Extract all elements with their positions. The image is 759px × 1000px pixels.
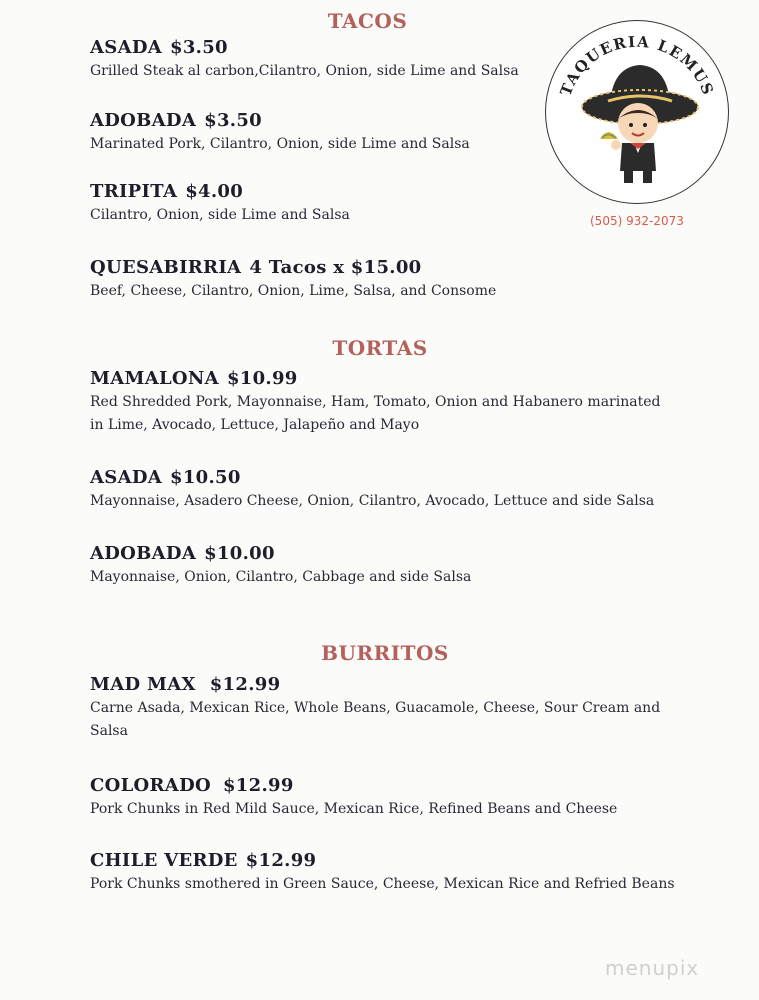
section-title-tortas: TORTAS [332, 336, 428, 360]
item-description: Grilled Steak al carbon,Cilantro, Onion, side Lime and Salsa [90, 63, 519, 79]
description-line: Salsa [90, 723, 128, 739]
item-description: Cilantro, Onion, side Lime and Salsa [90, 207, 350, 223]
menu-item [90, 850, 690, 896]
section-title-burritos: BURRITOS [321, 641, 449, 665]
item-price: $3.50 [204, 110, 262, 131]
description-line: Carne Asada, Mexican Rice, Whole Beans, Guacamole, Cheese, Sour Cream and [90, 700, 661, 716]
mariachi-icon [546, 21, 728, 203]
item-price: $3.50 [170, 37, 228, 58]
item-description: Beef, Cheese, Cilantro, Onion, Lime, Salsa, and Consome [90, 283, 497, 299]
menu-item [90, 257, 690, 303]
menu-item [90, 775, 690, 821]
item-name: MAD MAX [90, 674, 196, 695]
item-name: ADOBADA [90, 110, 197, 131]
item-description: Pork Chunks smothered in Green Sauce, Cheese, Mexican Rice and Refried Beans [90, 876, 675, 892]
description-line: in Lime, Avocado, Lettuce, Jalapeño and Mayo [90, 417, 420, 433]
item-description: Marinated Pork, Cilantro, Onion, side Lime and Salsa [90, 136, 470, 152]
item-name: ADOBADA [90, 543, 197, 564]
item-name: TRIPITA [90, 181, 178, 202]
description-line: Red Shredded Pork, Mayonnaise, Ham, Tomato, Onion and Habanero marinated [90, 394, 661, 410]
item-price: $10.99 [226, 368, 298, 389]
item-name: ASADA [90, 467, 163, 488]
item-price: $4.00 [185, 181, 244, 202]
restaurant-logo [545, 20, 729, 204]
phone-number: (505) 932-2073 [590, 214, 684, 228]
item-price: $10.50 [170, 467, 241, 488]
item-price: $10.00 [204, 543, 275, 564]
item-price: $12.99 [222, 775, 294, 796]
item-price: 4 Tacos x $15.00 [249, 257, 422, 278]
item-price: $12.99 [209, 674, 281, 695]
item-name: ASADA [90, 37, 163, 58]
item-description [90, 697, 690, 743]
section-title-tacos: TACOS [327, 9, 408, 33]
item-price: $12.99 [245, 850, 317, 871]
item-description: Pork Chunks in Red Mild Sauce, Mexican Rice, Refined Beans and Cheese [90, 801, 618, 817]
item-name: MAMALONA [90, 368, 219, 389]
menu-item [90, 467, 690, 513]
item-name: CHILE VERDE [90, 850, 238, 871]
item-description: Mayonnaise, Asadero Cheese, Onion, Cilantro, Avocado, Lettuce and side Salsa [90, 493, 655, 509]
menu-item [90, 674, 690, 743]
item-description [90, 391, 690, 437]
item-name: COLORADO [90, 775, 211, 796]
watermark: menupix [605, 956, 700, 980]
menu-item [90, 543, 690, 589]
item-name: QUESABIRRIA [90, 257, 242, 278]
logo-text: TAQUERIA LEMUS [556, 32, 718, 99]
item-description: Mayonnaise, Onion, Cilantro, Cabbage and side Salsa [90, 569, 472, 585]
menu-item [90, 368, 690, 437]
